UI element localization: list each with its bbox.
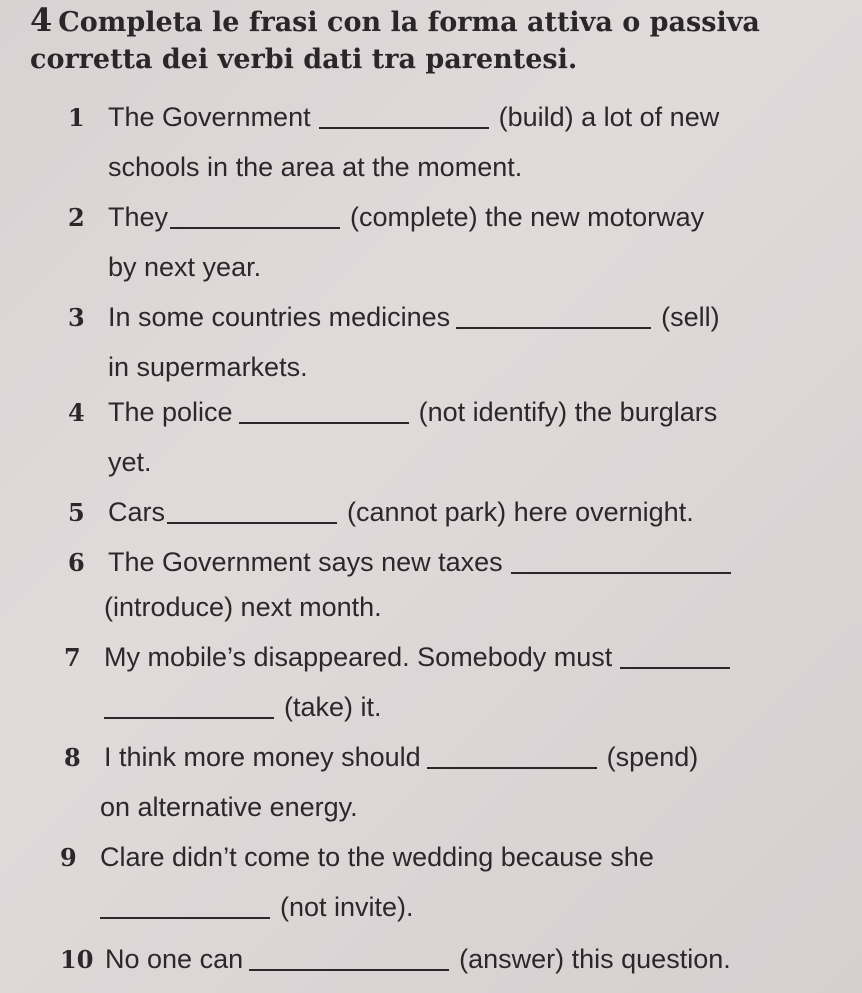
item-text-continued: (not invite). <box>280 891 414 922</box>
answer-blank-7a[interactable] <box>620 645 730 669</box>
item-number: 8 <box>64 742 81 772</box>
exercise-heading <box>30 2 830 78</box>
item-text-continued: (introduce) next month. <box>104 591 382 622</box>
item-text-before: Clare didn’t come to the wedding because she <box>100 841 654 872</box>
item-number: 3 <box>68 302 85 332</box>
item-text-continued: yet. <box>108 446 152 477</box>
item-text-continued: (take) it. <box>284 691 382 722</box>
item-text-before: They <box>108 201 169 232</box>
item-text-continued: on alternative energy. <box>100 791 358 822</box>
answer-blank-7b[interactable] <box>104 695 274 719</box>
item-9-line-1 <box>60 835 654 879</box>
item-4-line-2 <box>108 440 152 484</box>
item-text-after: (not identify) the burglars <box>418 396 718 427</box>
item-5-line-1 <box>68 490 694 534</box>
instruction-text-1: Completa le frasi con la forma attiva o passiva <box>58 7 760 38</box>
item-text-before: The Government says new taxes <box>108 546 503 577</box>
item-text-after: (spend) <box>606 741 699 772</box>
answer-blank-5[interactable] <box>167 500 337 524</box>
item-text-after: (build) a lot of new <box>498 101 720 132</box>
item-text-continued: schools in the area at the moment. <box>108 151 523 182</box>
item-text-after: (complete) the new motorway <box>350 201 705 232</box>
item-8-line-2 <box>100 785 358 829</box>
instruction-line-1 <box>30 2 830 41</box>
answer-blank-1[interactable] <box>319 105 489 129</box>
item-2-line-2 <box>108 245 261 289</box>
item-6-line-1 <box>68 540 741 584</box>
answer-blank-10[interactable] <box>249 947 449 971</box>
answer-blank-3[interactable] <box>456 305 651 329</box>
item-number: 4 <box>68 397 85 427</box>
item-number: 6 <box>68 547 85 577</box>
item-text-after: (sell) <box>661 301 720 332</box>
answer-blank-2[interactable] <box>170 205 340 229</box>
item-text-before: I think more money should <box>104 741 421 772</box>
item-text-continued: in supermarkets. <box>108 351 308 382</box>
item-text-before: The police <box>108 396 233 427</box>
item-7-line-2 <box>104 685 382 729</box>
item-number: 10 <box>60 944 94 974</box>
answer-blank-8[interactable] <box>427 745 597 769</box>
item-text-before: The Government <box>108 101 311 132</box>
item-number: 1 <box>68 102 85 132</box>
instruction-text-2: corretta dei verbi dati tra parentesi. <box>30 44 578 75</box>
item-text-continued: by next year. <box>108 251 262 282</box>
item-number: 9 <box>60 842 77 872</box>
item-9-line-2 <box>100 885 414 929</box>
item-text-after: (answer) this question. <box>459 943 731 974</box>
item-3-line-1 <box>68 295 720 339</box>
answer-blank-4[interactable] <box>239 400 409 424</box>
item-3-line-2 <box>108 345 308 389</box>
item-6-line-2 <box>104 585 382 629</box>
item-text-before: My mobile’s disappeared. Somebody must <box>104 641 613 672</box>
item-number: 7 <box>64 642 81 672</box>
item-4-line-1 <box>68 390 717 434</box>
item-text-before: No one can <box>105 943 244 974</box>
item-8-line-1 <box>64 735 698 779</box>
answer-blank-6[interactable] <box>511 550 731 574</box>
item-text-before: Cars <box>108 496 166 527</box>
instruction-line-2 <box>30 41 830 78</box>
exercise-number: 4 <box>30 1 53 39</box>
item-text-before: In some countries medicines <box>108 301 451 332</box>
item-number: 2 <box>68 202 85 232</box>
item-10-line-1 <box>60 937 731 981</box>
item-1-line-1 <box>68 95 719 139</box>
item-text-after: (cannot park) here overnight. <box>347 496 694 527</box>
item-7-line-1 <box>64 635 740 679</box>
answer-blank-9[interactable] <box>100 895 270 919</box>
item-number: 5 <box>68 497 85 527</box>
item-1-line-2 <box>108 145 522 189</box>
item-2-line-1 <box>68 195 704 239</box>
